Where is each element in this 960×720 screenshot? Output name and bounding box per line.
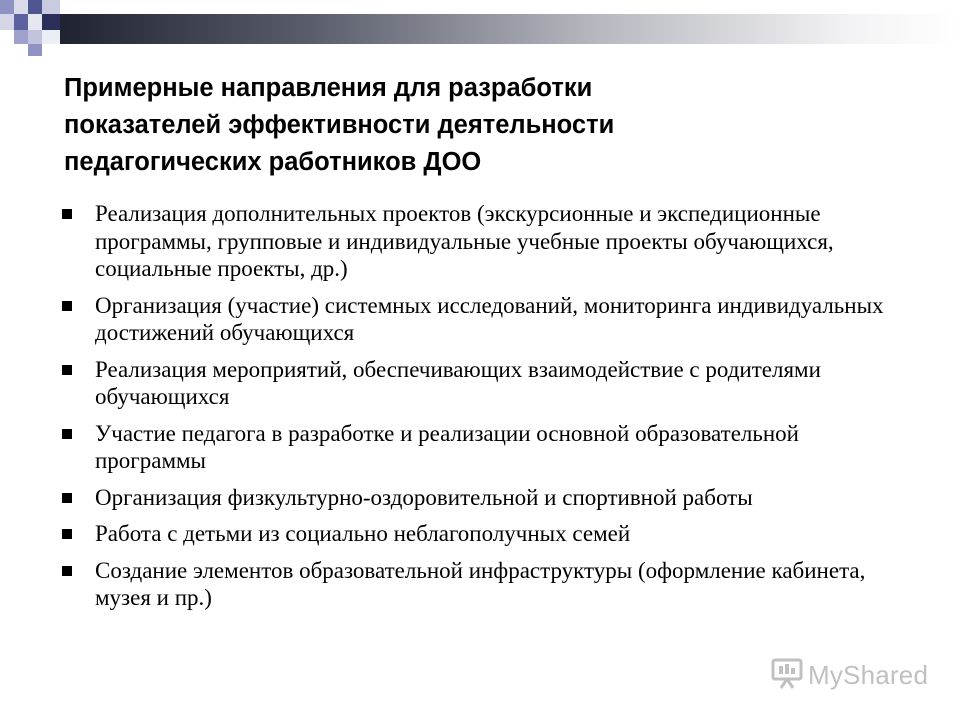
bullet-list: [62, 200, 912, 621]
list-item-text: Организация (участие) системных исследований, мониторинга индивидуальных достижений обучающихся: [95, 292, 884, 345]
header-gradient-bar: [60, 14, 960, 44]
list-item: [62, 200, 912, 283]
list-item: [62, 484, 912, 512]
square-bullet-icon: [62, 429, 72, 439]
header-square: [14, 14, 28, 30]
list-item: [62, 557, 912, 612]
list-item: [62, 520, 912, 548]
list-item: [62, 356, 912, 411]
header-square: [14, 0, 28, 14]
square-bullet-icon: [62, 529, 72, 539]
square-bullet-icon: [62, 365, 72, 375]
list-item-text: Работа с детьми из социально неблагополучных семей: [95, 521, 631, 546]
watermark-text: MyShared: [808, 659, 929, 690]
header-square: [28, 14, 42, 30]
list-item-text: Создание элементов образовательной инфраструктуры (оформление кабинета, музея и пр.): [95, 557, 866, 610]
header-square: [28, 30, 42, 44]
list-item-text: Реализация дополнительных проектов (экскурсионные и экспедиционные программы, групповые и индивидуальные учебные проекты обучающихся, социальные проекты, др.): [95, 201, 834, 281]
header-square: [42, 0, 60, 14]
square-bullet-icon: [62, 301, 72, 311]
header-square: [0, 14, 14, 30]
list-item-text: Организация физкультурно-оздоровительной и спортивной работы: [95, 484, 753, 510]
list-item-text: Реализация мероприятий, обеспечивающих взаимодействие с родителями обучающихся: [95, 356, 821, 409]
square-bullet-icon: [62, 566, 72, 576]
list-item-text: Участие педагога в разработке и реализации основной образовательной программы: [95, 420, 799, 473]
header-square: [0, 0, 14, 14]
slide-title: Примерные направления для разработки показателей эффективности деятельности педагогических работников ДОО: [64, 74, 615, 176]
header-square: [28, 44, 42, 56]
header-square: [28, 0, 42, 14]
presentation-board-icon: [770, 656, 804, 695]
square-bullet-icon: [62, 209, 72, 219]
header-decoration: [0, 0, 960, 60]
square-bullet-icon: [62, 493, 72, 503]
header-square: [42, 14, 60, 30]
watermark-logo: [770, 657, 928, 693]
header-square: [42, 30, 60, 44]
list-item: [62, 292, 912, 347]
header-square: [14, 30, 28, 44]
list-item: [62, 420, 912, 475]
